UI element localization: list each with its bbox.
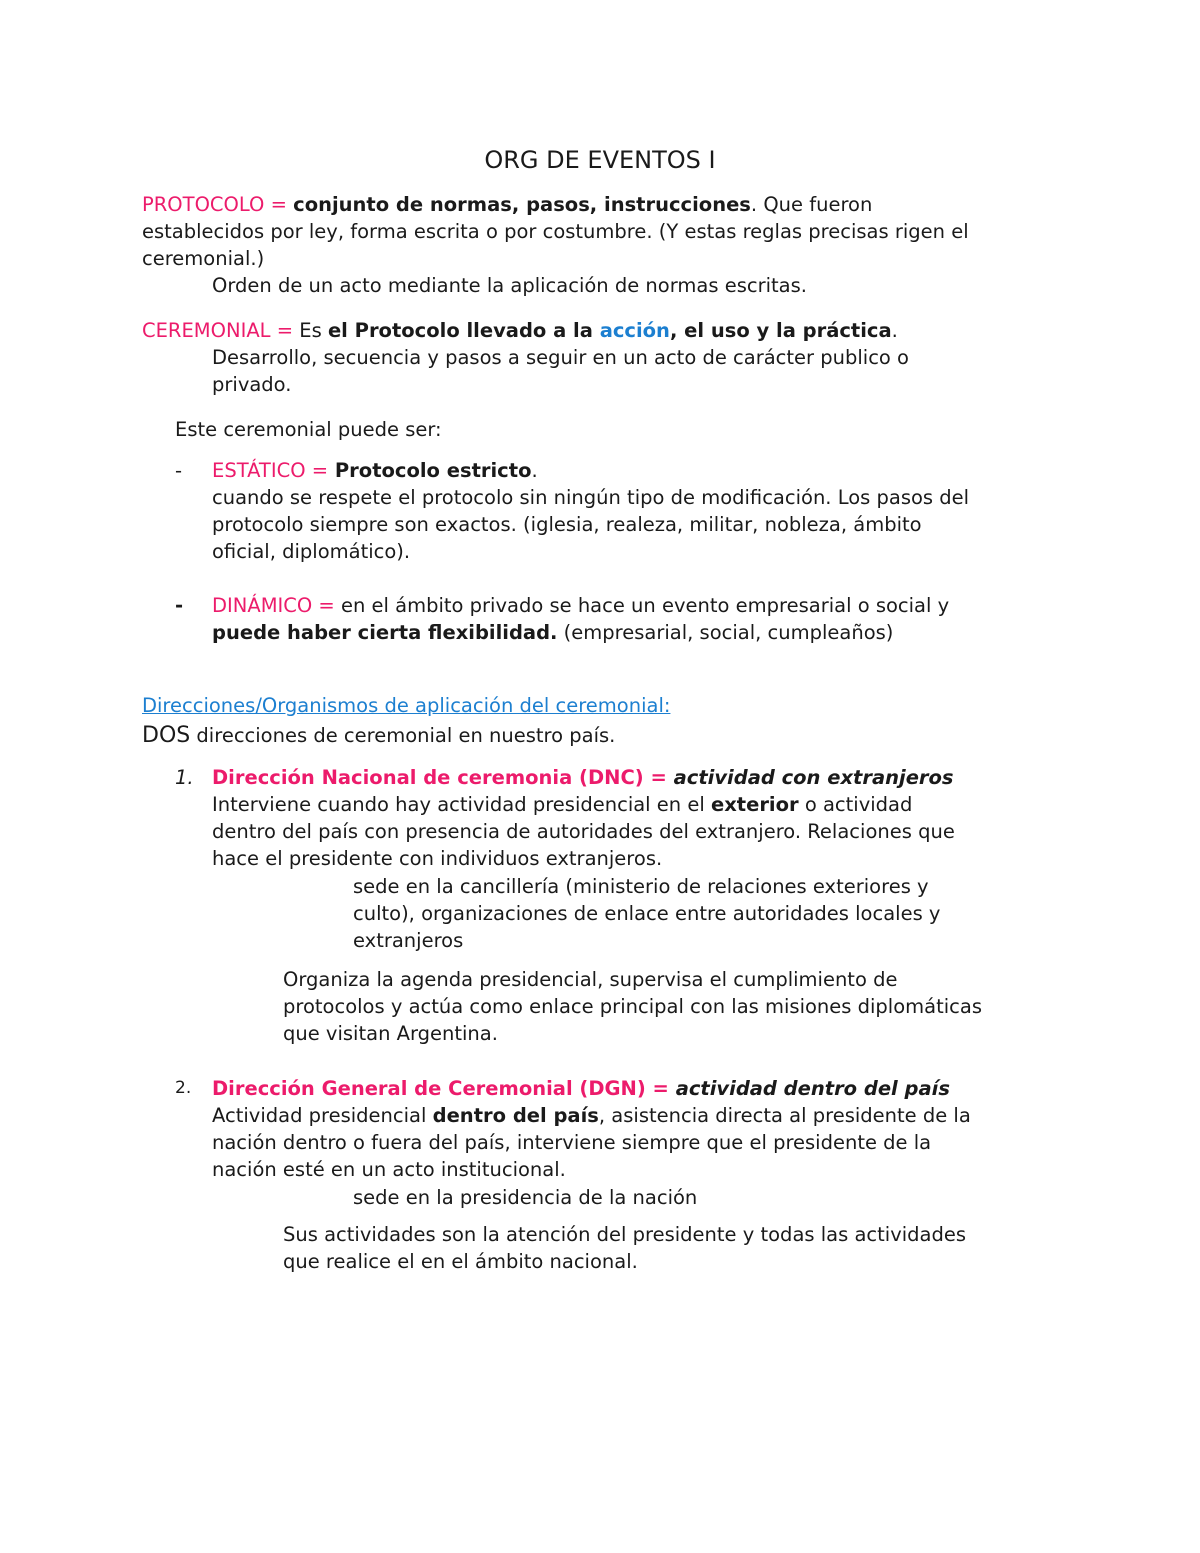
direcciones-text: direcciones de ceremonial en nuestro país. <box>190 724 616 747</box>
list-marker: - <box>175 459 183 482</box>
ceremonial-sub <box>212 344 1092 398</box>
protocolo-line: ceremonial.) <box>142 247 265 270</box>
protocolo-text: . Que fueron <box>750 193 873 216</box>
list-number: 2. <box>175 1078 192 1098</box>
dnc-organiza-line: que visitan Argentina. <box>283 1022 498 1045</box>
protocolo-line: establecidos por ley, forma escrita o por costumbre. (Y estas reglas precisas rigen el <box>142 220 969 243</box>
dgn-sede: sede en la presidencia de la nación <box>353 1186 698 1209</box>
dnc-organiza <box>283 966 1103 1047</box>
dnc-bold: exterior <box>710 793 799 816</box>
dgn-item <box>212 1075 1112 1183</box>
estatico-text: . <box>531 459 538 482</box>
dgn-actividades-line: Sus actividades son la atención del presidente y todas las actividades <box>283 1223 967 1246</box>
dgn-actividades-line: que realice el en el ámbito nacional. <box>283 1250 638 1273</box>
estatico-item <box>212 457 1112 565</box>
list-marker: - <box>175 594 184 617</box>
ceremonial-text: Es <box>293 319 328 342</box>
direcciones-intro <box>142 722 615 749</box>
dinamico-text: en el ámbito privado se hace un evento empresarial o social y <box>334 594 950 617</box>
accion-word: acción <box>599 319 670 342</box>
protocolo-definition: conjunto de normas, pasos, instrucciones <box>293 193 751 216</box>
protocolo-sub: Orden de un acto mediante la aplicación de normas escritas. <box>212 274 807 297</box>
dnc-term: Dirección Nacional de ceremonia (DNC) = <box>212 766 667 789</box>
estatico-line: protocolo siempre son exactos. (iglesia, realeza, militar, nobleza, ámbito <box>212 513 922 536</box>
ceremonial-text: . <box>891 319 898 342</box>
dnc-organiza-line: protocolos y actúa como enlace principal con las misiones diplomáticas <box>283 995 982 1018</box>
ceremonial-sub-line: Desarrollo, secuencia y pasos a seguir en un acto de carácter publico o <box>212 346 909 369</box>
dgn-text: , asistencia directa al presidente de la <box>598 1104 971 1127</box>
page-title: ORG DE EVENTOS I <box>484 146 716 174</box>
dinamico-item <box>212 592 1112 646</box>
dnc-organiza-line: Organiza la agenda presidencial, supervisa el cumplimiento de <box>283 968 898 991</box>
list-number: 1. <box>175 766 194 789</box>
dinamico-bold: puede haber cierta flexibilidad. <box>212 621 558 644</box>
estatico-line: cuando se respete el protocolo sin ningún tipo de modificación. Los pasos del <box>212 486 970 509</box>
ceremonial-sub-line: privado. <box>212 373 292 396</box>
dgn-bold: dentro del país <box>432 1104 599 1127</box>
dgn-actividades <box>283 1221 1103 1275</box>
dgn-line: nación dentro o fuera del país, interviene siempre que el presidente de la <box>212 1131 932 1154</box>
dnc-item <box>212 764 1112 872</box>
protocolo-term: PROTOCOLO = <box>142 193 287 216</box>
dinamico-term: DINÁMICO = <box>212 594 335 617</box>
dinamico-text: (empresarial, social, cumpleaños) <box>557 621 894 644</box>
ceremonial-term: CEREMONIAL = <box>142 319 294 342</box>
dgn-italic: actividad dentro del país <box>668 1077 950 1100</box>
dgn-line: nación esté en un acto institucional. <box>212 1158 566 1181</box>
dnc-sede-line: sede en la cancillería (ministerio de relaciones exteriores y <box>353 875 929 898</box>
dnc-sede <box>353 873 1113 954</box>
protocolo-paragraph <box>142 191 1102 272</box>
dnc-line: dentro del país con presencia de autoridades del extranjero. Relaciones que <box>212 820 955 843</box>
estatico-bold: Protocolo estricto <box>328 459 532 482</box>
dnc-sede-line: extranjeros <box>353 929 464 952</box>
ceremonial-puede-ser: Este ceremonial puede ser: <box>175 418 442 441</box>
estatico-line: oficial, diplomático). <box>212 540 411 563</box>
estatico-term: ESTÁTICO = <box>212 459 329 482</box>
dnc-sede-line: culto), organizaciones de enlace entre autoridades locales y <box>353 902 941 925</box>
ceremonial-bold: el Protocolo llevado a la <box>327 319 600 342</box>
ceremonial-bold: , el uso y la práctica <box>669 319 892 342</box>
dgn-text: Actividad presidencial <box>212 1104 433 1127</box>
dnc-line: hace el presidente con individuos extranjeros. <box>212 847 663 870</box>
dgn-term: Dirección General de Ceremonial (DGN) = <box>212 1077 669 1100</box>
dnc-text: Interviene cuando hay actividad presidencial en el <box>212 793 711 816</box>
dos-word: DOS <box>142 723 191 748</box>
ceremonial-paragraph <box>142 317 1102 344</box>
dnc-italic: actividad con extranjeros <box>666 766 954 789</box>
dnc-text: o actividad <box>798 793 913 816</box>
direcciones-heading[interactable]: Direcciones/Organismos de aplicación del ceremonial: <box>142 694 671 717</box>
